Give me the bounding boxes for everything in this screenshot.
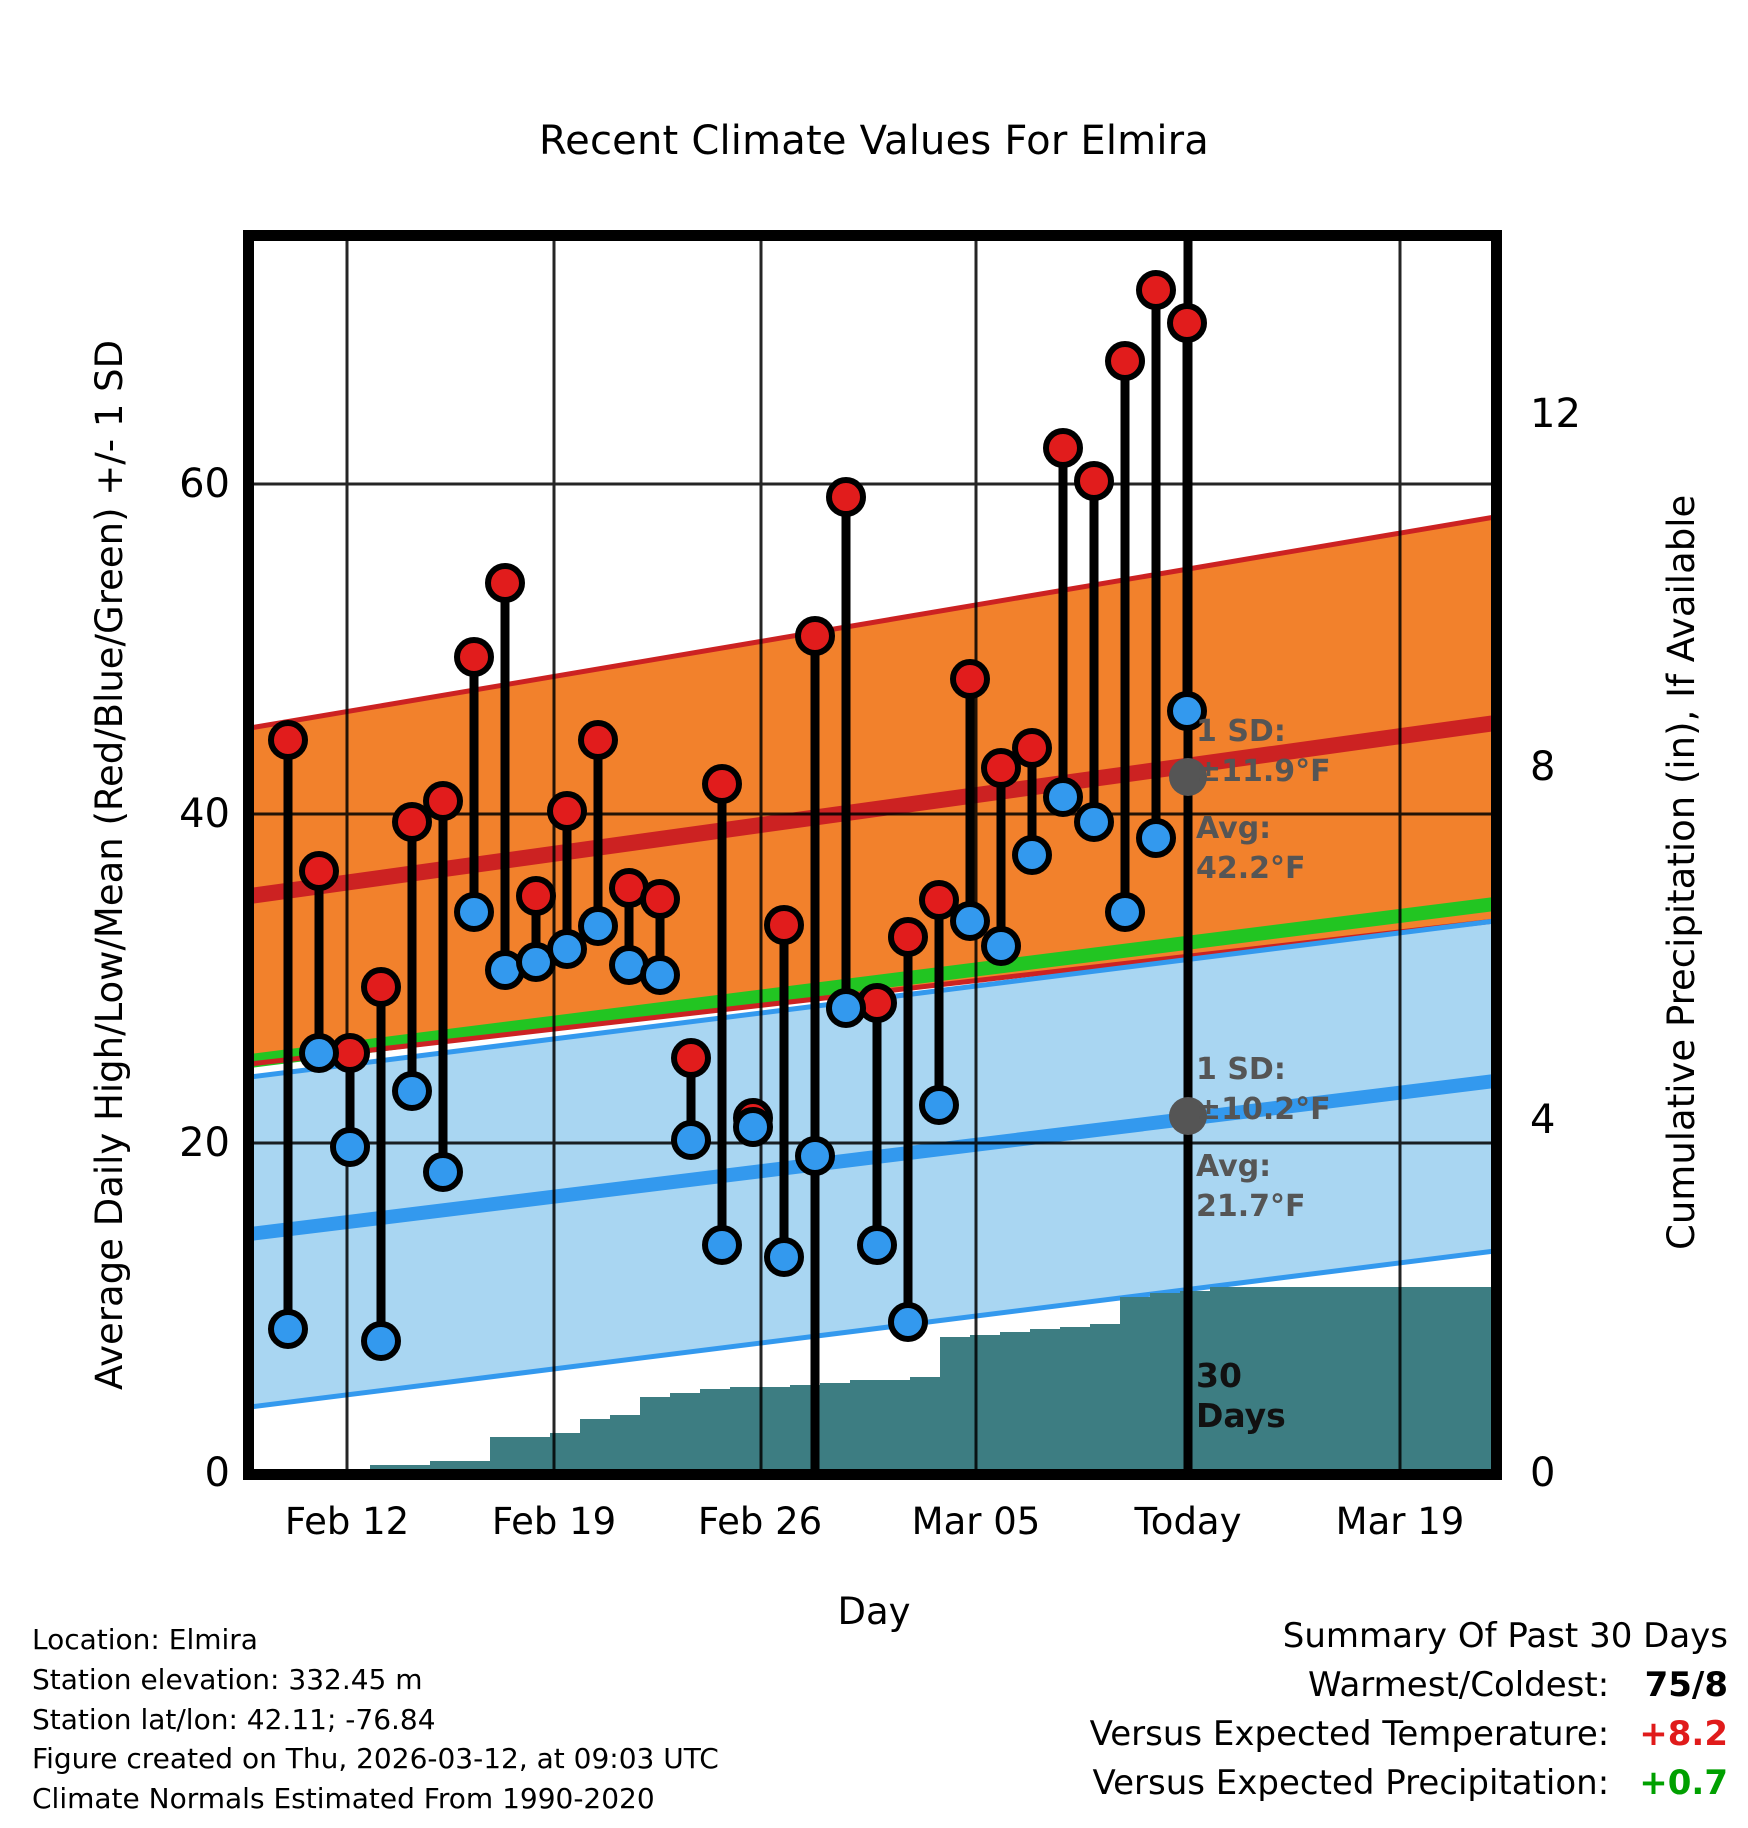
summary-row-warmest-coldest xyxy=(1090,1661,1728,1710)
y-tick-right-0: 0 xyxy=(1530,1450,1556,1496)
y-tick-right-12: 12 xyxy=(1530,391,1581,437)
summary-heading: Summary Of Past 30 Days xyxy=(1282,1616,1728,1656)
x-tick-feb-12: Feb 12 xyxy=(284,1500,410,1543)
chart-title: Recent Climate Values For Elmira xyxy=(538,118,1210,164)
metadata-elevation: Station elevation: 332.45 m xyxy=(32,1662,423,1696)
low-avg-value: 21.7°F xyxy=(1196,1189,1306,1224)
y-tick-left-60: 60 xyxy=(179,461,230,507)
metadata-created: Figure created on Thu, 2026-03-12, at 09:03 UTC xyxy=(32,1742,719,1776)
y-tick-right-8: 8 xyxy=(1530,744,1556,790)
x-tick-today: Today xyxy=(1134,1500,1242,1543)
y-tick-left-40: 40 xyxy=(179,791,230,837)
y-tick-left-0: 0 xyxy=(204,1450,230,1496)
y-axis-label-left: Average Daily High/Low/Mean (Red/Blue/Green) +/- 1 SD xyxy=(88,339,131,1390)
summary-label-warmest-coldest: Warmest/Coldest: xyxy=(1308,1664,1610,1705)
summary-row-temperature xyxy=(1090,1710,1728,1759)
summary-value-warmest-coldest: 75/8 xyxy=(1644,1664,1728,1705)
high-sd-value: ±11.9°F xyxy=(1196,754,1331,789)
summary-value-temperature: +8.2 xyxy=(1639,1713,1728,1754)
y-tick-right-4: 4 xyxy=(1530,1097,1556,1143)
summary-value-precipitation: +0.7 xyxy=(1639,1762,1728,1803)
metadata-latlon: Station lat/lon: 42.11; -76.84 xyxy=(32,1702,436,1736)
x-tick-feb-26: Feb 26 xyxy=(697,1500,823,1543)
metadata-normals: Climate Normals Estimated From 1990-2020 xyxy=(32,1782,655,1815)
high-avg-value: 42.2°F xyxy=(1196,851,1306,886)
high-avg-label: Avg: xyxy=(1196,811,1272,846)
summary-label-temperature: Versus Expected Temperature: xyxy=(1089,1713,1610,1754)
y-axis-label-right: Cumulative Precipitation (in), If Available xyxy=(1660,494,1703,1250)
summary-row-precipitation xyxy=(1090,1759,1728,1808)
x-tick-mar-19: Mar 19 xyxy=(1335,1500,1465,1543)
low-avg-label: Avg: xyxy=(1196,1149,1272,1184)
plot-frame xyxy=(243,230,1502,1480)
summary-block xyxy=(1090,1612,1728,1808)
days-count-line1: 30 xyxy=(1196,1356,1242,1395)
x-axis-label: Day xyxy=(837,1590,911,1633)
high-sd-label: 1 SD: xyxy=(1196,714,1286,749)
summary-label-precipitation: Versus Expected Precipitation: xyxy=(1092,1762,1610,1803)
metadata-block xyxy=(32,1620,719,1819)
low-sd-value: ±10.2°F xyxy=(1196,1092,1331,1127)
low-sd-label: 1 SD: xyxy=(1196,1052,1286,1087)
x-tick-feb-19: Feb 19 xyxy=(491,1500,617,1543)
x-tick-mar-05: Mar 05 xyxy=(911,1500,1041,1543)
metadata-location: Location: Elmira xyxy=(32,1623,258,1656)
y-tick-left-20: 20 xyxy=(179,1120,230,1166)
days-count-line2: Days xyxy=(1196,1396,1286,1435)
